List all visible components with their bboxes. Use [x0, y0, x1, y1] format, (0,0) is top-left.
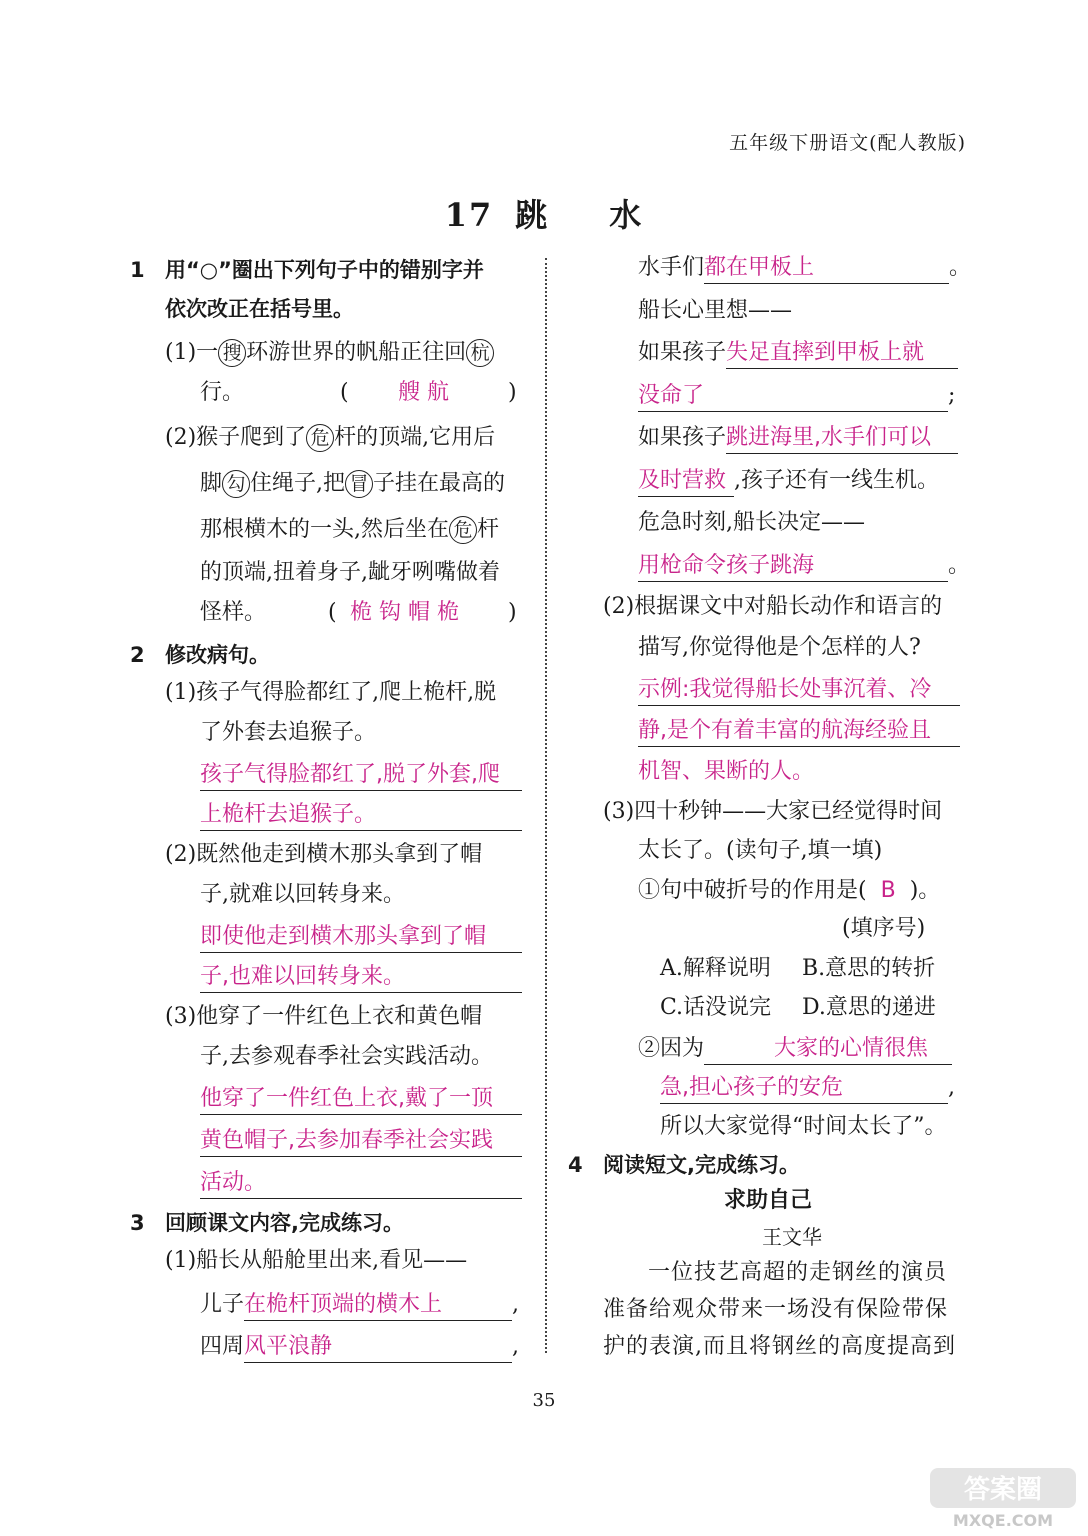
- q4-stem: 阅读短文,完成练习。: [603, 1153, 800, 1177]
- q3-part3-question2-line1: [638, 1034, 952, 1065]
- text: 如果孩子: [638, 340, 727, 365]
- text: 子挂在最高的: [373, 471, 506, 496]
- q2-sentence2-line2: 子,就难以回转身来。: [200, 882, 405, 907]
- q3-right-line1: [638, 253, 971, 284]
- text: 。: [949, 255, 972, 280]
- q1-stem-line2: 依次改正在括号里。: [165, 297, 354, 321]
- q3-part2-line2: 描写,你觉得他是个怎样的人?: [638, 635, 921, 660]
- q3-right-line3: [638, 338, 958, 369]
- q2-answer2-line1: 即使他走到横木那头拿到了帽: [200, 922, 522, 953]
- watermark-url: MXQE.COM: [952, 1511, 1054, 1530]
- q1-answer2: 桅 钩 帽 桅: [350, 600, 459, 625]
- q2-sentence1-line2: 了外套去追猴子。: [200, 720, 377, 745]
- article-title: 求助自己: [724, 1188, 813, 1213]
- text: 环游世界的帆船正往回: [246, 340, 467, 365]
- text: (2)猴子爬到了: [165, 425, 307, 450]
- answer-choice: B: [880, 878, 896, 903]
- q1-sentence2-line2: [200, 469, 505, 499]
- q3-part1-line3: [200, 1332, 519, 1363]
- text: ,: [948, 1075, 955, 1100]
- q3-right-line8: [638, 551, 970, 582]
- q1-sentence2-line3: [200, 515, 499, 545]
- text: ,: [512, 1334, 520, 1359]
- q2-sentence1-line1: (1)孩子气得脸都红了,爬上桅杆,脱: [165, 680, 497, 705]
- option-d: D.意思的递进: [802, 995, 936, 1020]
- q3-right-line6: [638, 466, 939, 497]
- q2-answer2-line2: 子,也难以回转身来。: [200, 962, 522, 993]
- q2-stem: 修改病句。: [165, 643, 270, 667]
- q2-answer1-line2: 上桅杆去追猴子。: [200, 800, 522, 831]
- text: ,孩子还有一线生机。: [734, 468, 939, 493]
- answer-blank: 及时营救: [638, 466, 734, 497]
- article-author: 王文华: [762, 1225, 822, 1249]
- text: 儿子: [200, 1292, 245, 1317]
- text: 。: [948, 553, 971, 578]
- text: ①句中破折号的作用是(: [638, 878, 867, 903]
- page-number: 35: [532, 1390, 556, 1411]
- answer-blank: 都在甲板上: [704, 253, 949, 284]
- q1-sentence1-line1: [165, 338, 494, 368]
- text: 如果孩子: [638, 425, 727, 450]
- q2-answer1-line1: 孩子气得脸都红了,脱了外套,爬: [200, 760, 522, 791]
- q1-answer1-open: (: [340, 380, 349, 405]
- text: 脚: [200, 471, 223, 496]
- text: 那根横木的一头,然后坐在: [200, 517, 449, 542]
- q1-sentence2-line4: 的顶端,扭着身子,龇牙咧嘴做着: [200, 560, 500, 585]
- text: 住绳子,把: [250, 471, 346, 496]
- q3-right-line4: [638, 381, 955, 412]
- q2-answer3-line2: 黄色帽子,去参加春季社会实践: [200, 1126, 522, 1157]
- lesson-number: 17: [444, 196, 494, 234]
- option-a: A.解释说明: [660, 956, 771, 981]
- q3-right-line2: 船长心里想——: [638, 298, 793, 323]
- watermark-logo: [928, 1466, 1078, 1530]
- answer-blank: 失足直摔到甲板上就: [726, 338, 958, 369]
- q3-part3-question1: [638, 876, 940, 906]
- lesson-title: [0, 190, 1088, 236]
- q3-answer2-line1: 示例:我觉得船长处事沉着、冷: [638, 675, 960, 706]
- circled-error-char: 勾: [222, 470, 250, 498]
- watermark-text: 答案圈: [963, 1475, 1043, 1505]
- q2-sentence2-line1: (2)既然他走到横木那头拿到了帽: [165, 842, 483, 867]
- text: )。: [909, 878, 941, 903]
- q3-part3-question2-line2: [660, 1073, 955, 1104]
- q3-right-line7: 危急时刻,船长决定——: [638, 510, 865, 535]
- answer-blank: 没命了: [638, 381, 948, 412]
- circled-error-char: 危: [449, 516, 477, 544]
- column-divider: [545, 258, 547, 1353]
- answer-blank: 风平浪静: [244, 1332, 512, 1363]
- q3-fill-hint: (填序号): [842, 916, 926, 941]
- q3-part2-line1: (2)根据课文中对船长动作和语言的: [603, 594, 943, 619]
- title-part-2: 水: [609, 196, 644, 234]
- text: ,: [512, 1292, 520, 1317]
- text: (1)一: [165, 340, 219, 365]
- q3-right-line5: [638, 423, 958, 454]
- option-c: C.话没说完: [660, 995, 772, 1020]
- article-line1: 一位技艺高超的走钢丝的演员: [648, 1260, 948, 1285]
- q3-stem: 回顾课文内容,完成练习。: [165, 1211, 404, 1235]
- q2-number: 2: [130, 643, 145, 667]
- title-part-1: 跳: [515, 196, 550, 234]
- q3-part3-line2: 太长了。(读句子,填一填): [638, 838, 883, 863]
- q2-answer3-line3: 活动。: [200, 1168, 522, 1199]
- q3-part1-line1: (1)船长从船舱里出来,看见——: [165, 1248, 468, 1273]
- answer-blank: 用枪命令孩子跳海: [638, 551, 948, 582]
- q1-sentence1-line2: 行。: [200, 380, 245, 405]
- q3-answer2-line2: 静,是个有着丰富的航海经验且: [638, 716, 960, 747]
- q1-stem-line1: 用“○”圈出下列句子中的错别字并: [165, 258, 484, 282]
- q3-answer2-line3: 机智、果断的人。: [638, 759, 815, 784]
- answer-blank: 急,担心孩子的安危: [660, 1073, 948, 1104]
- text: ;: [948, 383, 956, 408]
- q1-sentence2-line1: [165, 423, 495, 453]
- book-header: 五年级下册语文(配人教版): [729, 132, 966, 154]
- q1-answer2-open: (: [328, 600, 337, 625]
- q3-number: 3: [130, 1211, 145, 1235]
- q1-answer2-close: ): [508, 600, 517, 625]
- q2-answer3-line1: 他穿了一件红色上衣,戴了一顶: [200, 1084, 522, 1115]
- circled-error-char: 危: [306, 424, 334, 452]
- q1-number: 1: [130, 258, 145, 282]
- watermark-graphic: [928, 1466, 1078, 1530]
- answer-blank: 大家的心情很焦: [704, 1034, 952, 1065]
- q1-answer1: 艘 航: [398, 380, 449, 405]
- answer-blank: 在桅杆顶端的横木上: [244, 1290, 512, 1321]
- q3-part3-question2-line3: 所以大家觉得“时间太长了”。: [660, 1114, 947, 1139]
- q3-part1-line2: [200, 1290, 519, 1321]
- circled-error-char: 冒: [345, 470, 373, 498]
- option-b: B.意思的转折: [802, 956, 936, 981]
- q4-number: 4: [568, 1153, 583, 1177]
- answer-blank: 跳进海里,水手们可以: [726, 423, 958, 454]
- circled-error-char: 搜: [218, 339, 246, 367]
- q1-sentence2-line5: 怪样。: [200, 600, 267, 625]
- text: 水手们: [638, 255, 705, 280]
- q2-sentence3-line1: (3)他穿了一件红色上衣和黄色帽: [165, 1004, 483, 1029]
- q1-answer1-close: ): [508, 380, 517, 405]
- circled-error-char: 杭: [466, 339, 494, 367]
- q2-sentence3-line2: 子,去参观春季社会实践活动。: [200, 1044, 493, 1069]
- article-line2: 准备给观众带来一场没有保险带保: [603, 1297, 949, 1322]
- text: 杆的顶端,它用后: [334, 425, 496, 450]
- text: 杆: [477, 517, 500, 542]
- text: 四周: [200, 1334, 245, 1359]
- article-line3: 护的表演,而且将钢丝的高度提高到: [603, 1334, 956, 1359]
- text: ②因为: [638, 1036, 705, 1061]
- q3-part3-line1: (3)四十秒钟——大家已经觉得时间: [603, 799, 943, 824]
